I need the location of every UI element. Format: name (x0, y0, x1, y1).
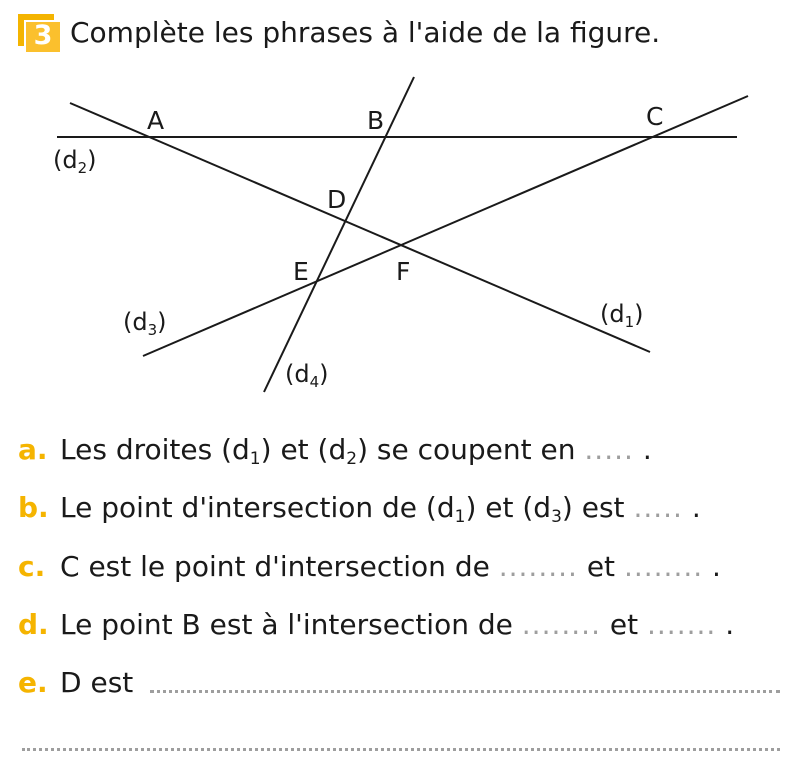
point-label-b: B (367, 106, 385, 135)
point-label-d: D (327, 185, 347, 214)
point-label-c: C (646, 102, 664, 131)
question-label: e. (18, 666, 48, 699)
line-d3 (143, 96, 748, 356)
answer-line-extra[interactable] (22, 748, 780, 751)
answer-blank[interactable]: ....... (647, 608, 717, 641)
line-label-d1: $(d_1)$ (600, 300, 644, 331)
question-b: b. Le point d'intersection de $(d_1)$ et $(d_3)$ est ..... . (18, 491, 701, 527)
exercise-number: 3 (24, 20, 60, 52)
answer-blank[interactable]: ..... (633, 491, 683, 524)
line-d4 (264, 77, 414, 392)
question-label: b. (18, 491, 49, 524)
question-e: e. D est (18, 666, 134, 699)
question-label: a. (18, 433, 48, 466)
answer-blank[interactable]: ........ (498, 550, 578, 583)
answer-blank[interactable]: ........ (623, 550, 704, 583)
line-label-d2: $(d_2)$ (53, 146, 97, 177)
question-label: d. (18, 608, 49, 641)
point-label-e: E (293, 257, 309, 286)
question-d: d. Le point B est à l'intersection de ........ et ....... . (18, 608, 735, 641)
point-label-a: A (147, 106, 165, 135)
line-label-d4: $(d_4)$ (285, 360, 329, 391)
answer-blank[interactable]: ........ (521, 608, 601, 641)
answer-line-e[interactable] (150, 690, 780, 693)
line-label-d3: $(d_3)$ (123, 308, 167, 339)
question-label: c. (18, 550, 46, 583)
question-c: c. C est le point d'intersection de ........ et ........ . (18, 550, 721, 583)
point-label-f: F (396, 257, 411, 286)
exercise-instruction: Complète les phrases à l'aide de la figure. (70, 16, 661, 49)
question-a: a. Les droites $(d_1)$ et $(d_2)$ se coupent en ..... . (18, 433, 652, 469)
answer-blank[interactable]: ..... (584, 433, 634, 466)
